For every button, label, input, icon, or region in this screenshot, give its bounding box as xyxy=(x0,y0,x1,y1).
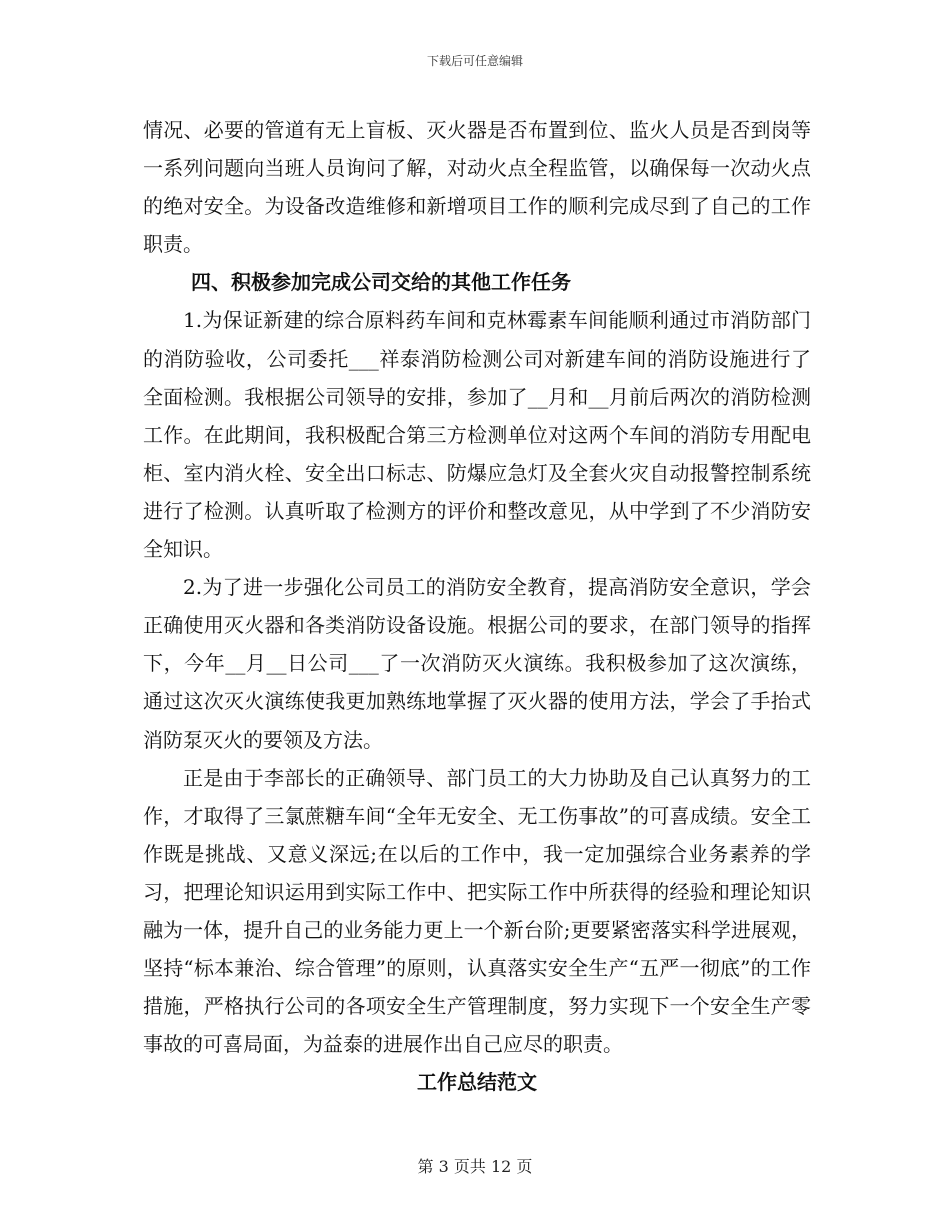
page-header-note: 下载后可任意编辑 xyxy=(426,54,523,68)
page-number: 第 3 页共 12 页 xyxy=(417,1157,533,1176)
document-body xyxy=(143,111,811,1101)
conclusion-paragraph: 正是由于李部长的正确领导、部门员工的大力协助及自己认真努力的工作，才取得了三氯蔗糖车间“全年无安全、无工伤事故”的可喜成绩。安全工作既是挑战、又意义深远;在以后的工作中，我一定加强综合业务素养的学习，把理论知识运用到实际工作中、把实际工作中所获得的经验和理论知识融为一体，提升自己的业务能力更上一个新台阶;更要紧密落实科学进展观，坚持“标本兼治、综合管理”的原则，认真落实安全生产“五严一彻底”的工作措施，严格执行公司的各项安全生产管理制度，努力实现下一个安全生产零事故的可喜局面，为益泰的进展作出自己应尽的职责。 xyxy=(143,765,811,1057)
continued-paragraph: 情况、必要的管道有无上盲板、灭火器是否布置到位、监火人员是否到岗等一系列问题向当班人员询问了解，对动火点全程监管，以确保每一次动火点的绝对安全。为设备改造维修和新增项目工作的顺利完成尽到了自己的工作职责。 xyxy=(143,118,811,257)
list-item-2: 2.为了进一步强化公司员工的消防安全教育，提高消防安全意识，学会正确使用灭火器和各类消防设备设施。根据公司的要求，在部门领导的指挥下，今年__月__日公司___了一次消防灭火演练。我积极参加了这次演练，通过这次灭火演练使我更加熟练地掌握了灭火器的使用方法，学会了手抬式消防泵灭火的要领及方法。 xyxy=(143,575,811,752)
section-heading: 四、积极参加完成公司交给的其他工作任务 xyxy=(191,270,571,295)
next-document-title: 工作总结范文 xyxy=(417,1070,537,1095)
list-item-1: 1.为保证新建的综合原料药车间和克林霉素车间能顺利通过市消防部门的消防验收，公司委托___祥泰消防检测公司对新建车间的消防设施进行了全面检测。我根据公司领导的安排，参加了__月和__月前后两次的消防检测工作。在此期间，我积极配合第三方检测单位对这两个车间的消防专用配电柜、室内消火栓、安全出口标志、防爆应急灯及全套火灾自动报警控制系统进行了检测。认真听取了检测方的评价和整改意见，从中学到了不少消防安全知识。 xyxy=(143,308,811,562)
